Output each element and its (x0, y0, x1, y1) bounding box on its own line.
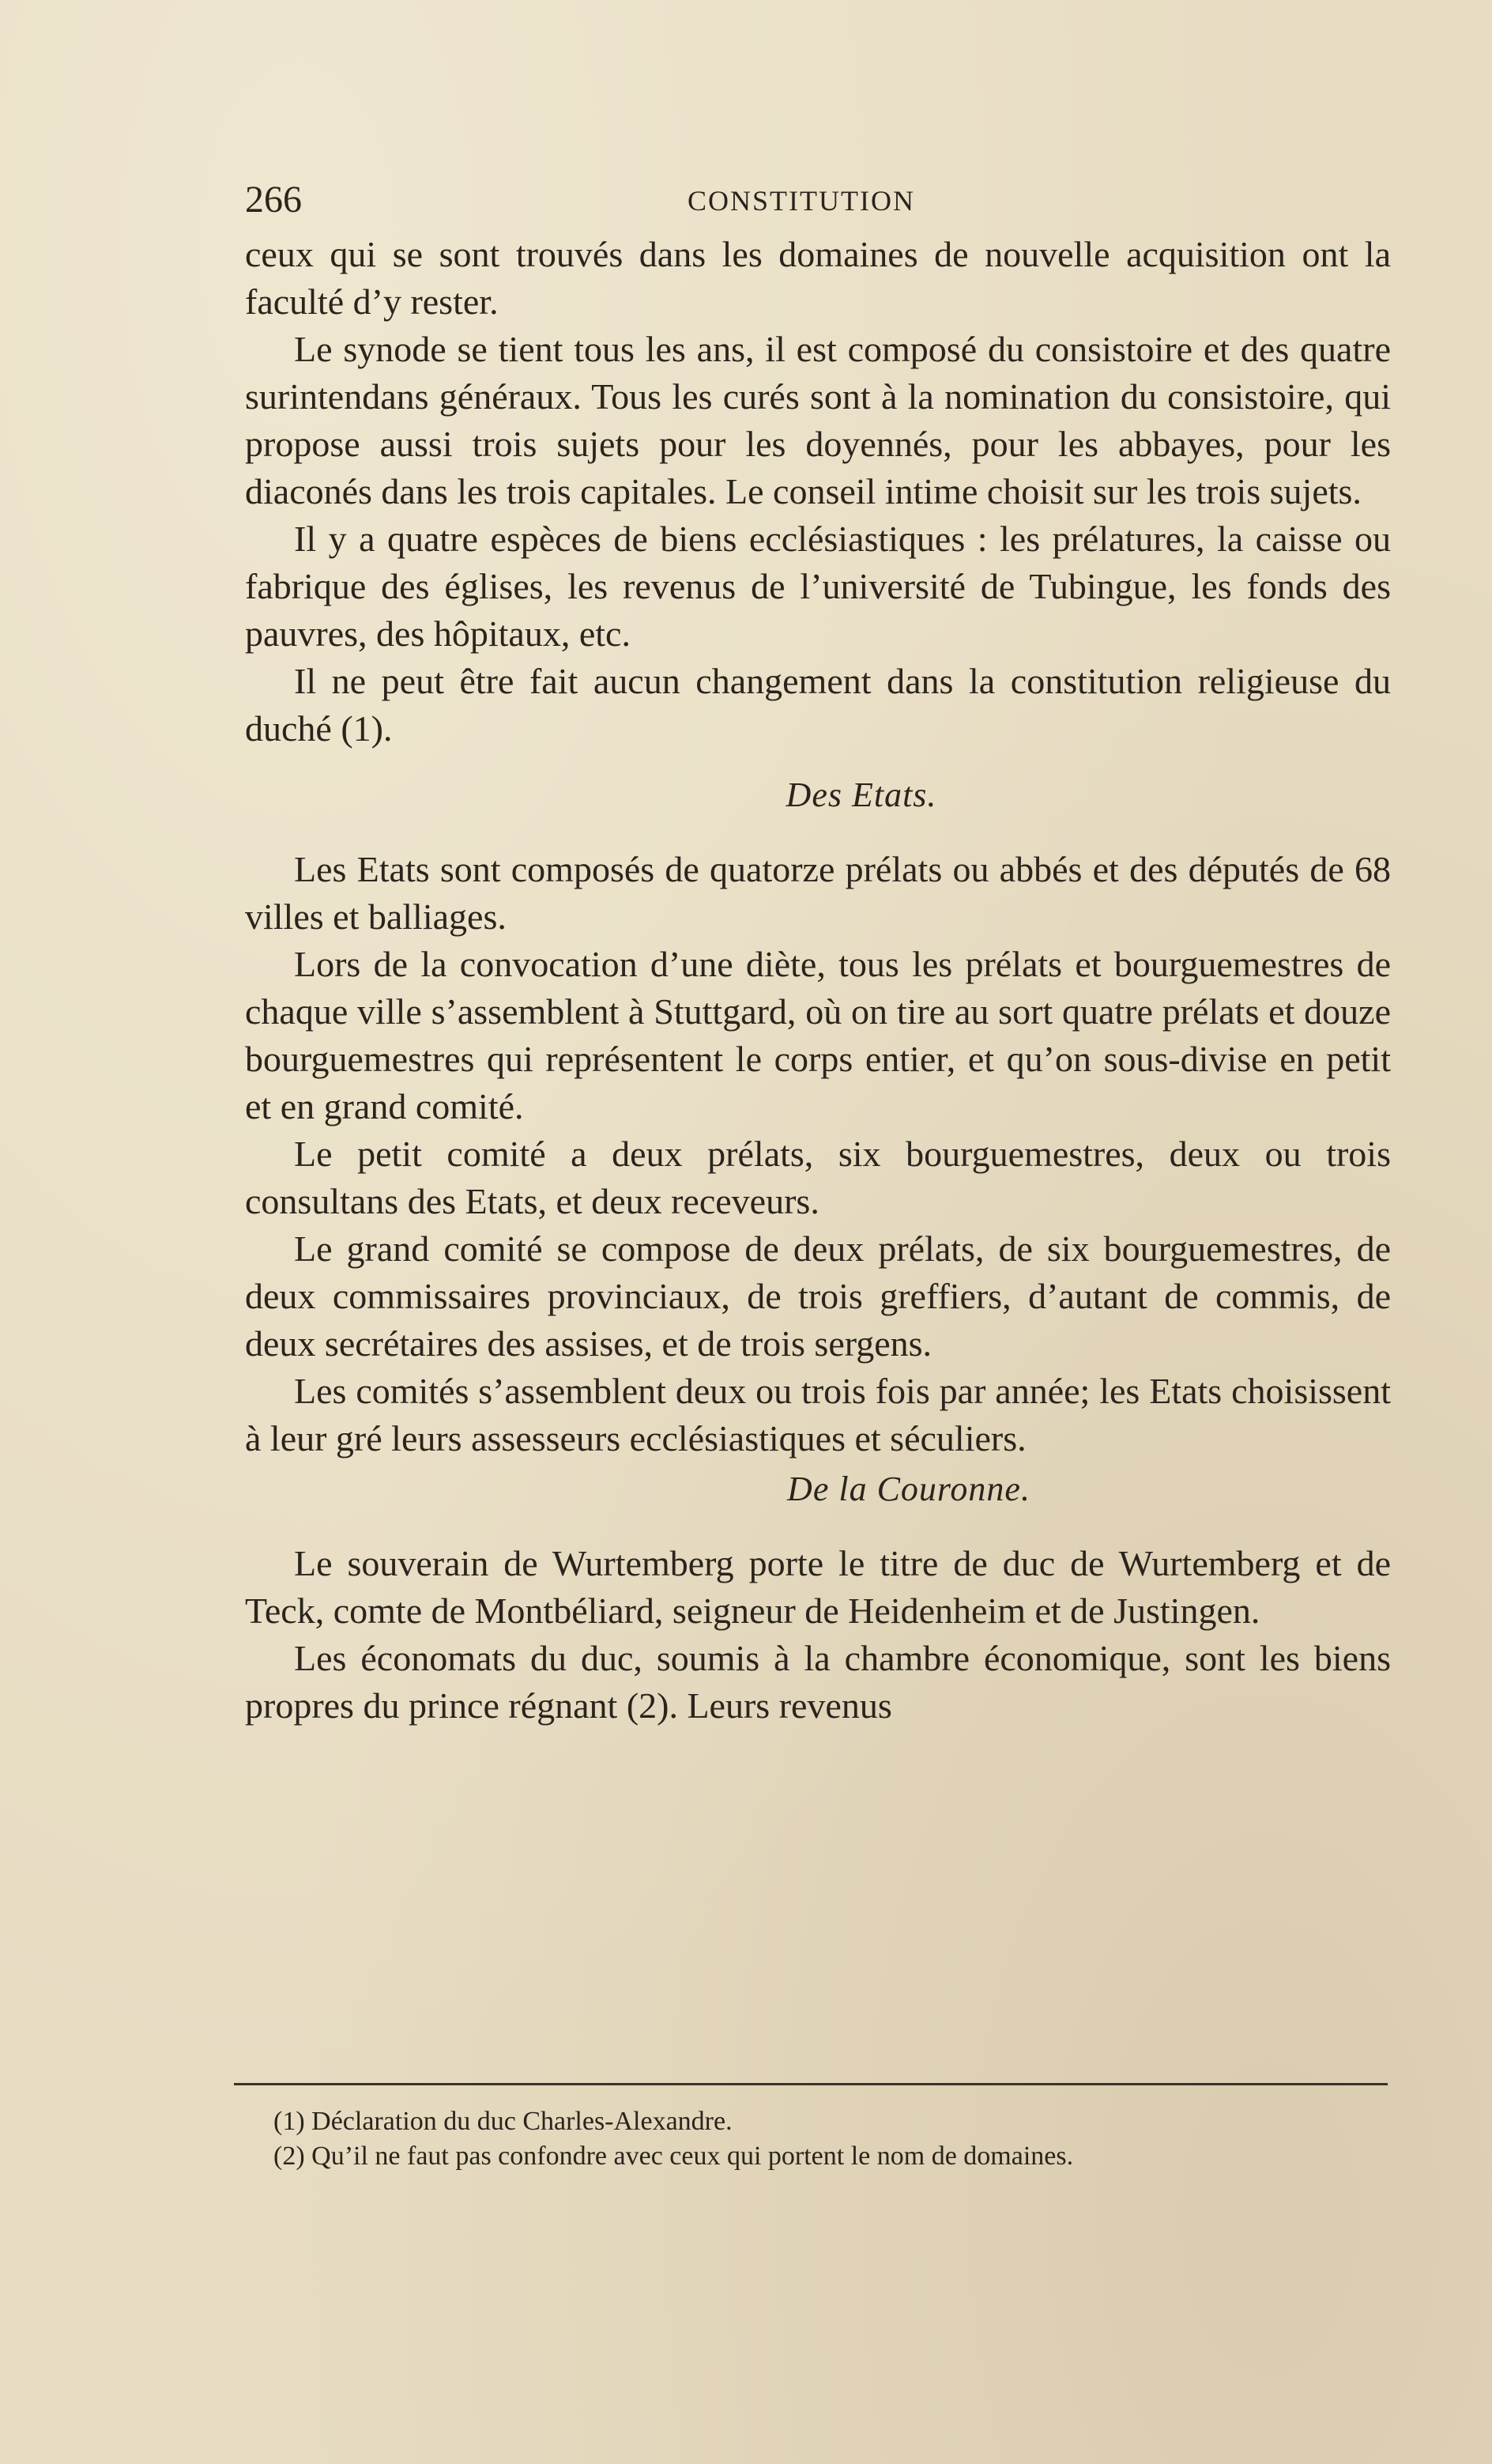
paragraph: Les Etats sont composés de quatorze prélats ou abbés et des députés de 68 villes et balliages. (245, 849, 1391, 937)
paragraph: Le souverain de Wurtemberg porte le titre de duc de Wurtemberg et de Teck, comte de Montbéliard, seigneur de Heidenheim et de Justingen. (245, 1543, 1391, 1631)
section-heading: Des Etats. (786, 775, 937, 814)
footnote: (2) Qu’il ne faut pas confondre avec ceux qui portent le nom de domaines. (273, 2141, 1074, 2171)
paragraph: Les économats du duc, soumis à la chambre économique, sont les biens propres du prince régnant (2). Leurs revenus (245, 1638, 1391, 1726)
paragraph: Le petit comité a deux prélats, six bourguemestres, deux ou trois consultans des Etats, et deux receveurs. (245, 1134, 1391, 1221)
page-number: 266 (245, 179, 302, 221)
paragraph: ceux qui se sont trouvés dans les domaines de nouvelle acquisition ont la faculté d’y rester. (245, 234, 1391, 322)
paragraph: Lors de la convocation d’une diète, tous les prélats et bourguemestres de chaque ville s’assemblent à Stuttgard, où on tire au sort quatre prélats et douze bourguemestres qui représentent le corps entier, et qu’on sous-divise en petit et en grand comité. (245, 944, 1391, 1126)
body-text (245, 231, 1391, 1730)
footnotes (245, 2104, 1391, 2174)
paragraph: Le synode se tient tous les ans, il est composé du consistoire et des quatre surintendans généraux. Tous les curés sont à la nomination du consistoire, qui propose aussi trois sujets pour les doyennés, pour les abbayes, pour les diaconés dans les trois capitales. Le conseil intime choisit sur les trois sujets. (245, 329, 1391, 511)
footnote: (1) Déclaration du duc Charles-Alexandre. (273, 2107, 733, 2136)
paragraph: Il ne peut être fait aucun changement dans la constitution religieuse du duché (1). (245, 661, 1391, 749)
section-heading: De la Couronne. (787, 1470, 1030, 1508)
page-header (245, 178, 1391, 225)
paragraph: Les comités s’assemblent deux ou trois fois par année; les Etats choisissent à leur gré leurs assesseurs ecclésiastiques et séculiers. (245, 1371, 1391, 1458)
running-head: CONSTITUTION (688, 185, 915, 217)
footnote-rule (234, 2083, 1388, 2085)
paragraph: Il y a quatre espèces de biens ecclésiastiques : les prélatures, la caisse ou fabrique des églises, les revenus de l’université de Tubingue, les fonds des pauvres, des hôpitaux, etc. (245, 519, 1391, 654)
paragraph: Le grand comité se compose de deux prélats, de six bourguemestres, de deux commissaires provinciaux, de trois greffiers, d’autant de commis, de deux secrétaires des assises, et de trois sergens. (245, 1228, 1391, 1364)
